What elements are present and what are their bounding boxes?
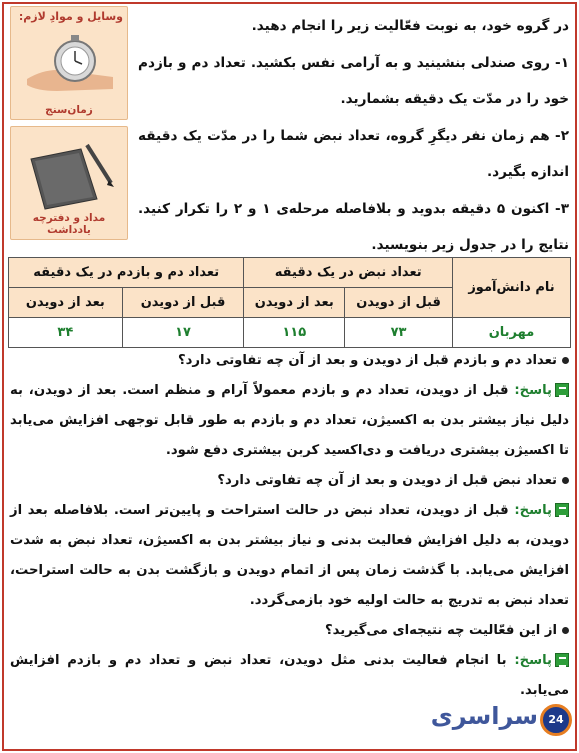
results-table	[8, 257, 571, 348]
header-student: نام دانش‌آموز	[453, 258, 571, 318]
answer-1: پاسخ: قبل از دویدن، تعداد دم و بازدم معمولاً آرام و منظم است. بعد از دویدن، به دلیل نیاز بیشتر بدن به اکسیژن، تعداد دم و بازدم به طور قابل توجهی افزایش می‌یابد تا اکسیژن بیشتری دریافت و دی‌اکسید کربن بیشتری دفع شود.	[10, 383, 569, 458]
watermark-text: سراسری	[430, 702, 538, 730]
watermark-logo	[430, 698, 572, 746]
cell-pulse-after: ۱۱۵	[244, 318, 345, 348]
question-1: تعداد دم و بازدم قبل از دویدن و بعد از آن چه تفاوتی دارد؟	[10, 346, 569, 376]
answer-icon	[555, 503, 569, 517]
table-row	[9, 318, 571, 348]
materials-box-timer	[10, 6, 128, 120]
header-breath-before: قبل از دویدن	[122, 288, 244, 318]
header-pulse-after: بعد از دویدن	[244, 288, 345, 318]
notebook-caption: مداد و دفترچه یادداشت	[32, 212, 106, 236]
qa-section	[10, 346, 569, 706]
activity-instructions	[138, 8, 569, 264]
watermark-badge: 24	[540, 704, 572, 736]
bullet-icon	[562, 627, 569, 634]
answer-2: پاسخ: قبل از دویدن، تعداد نبض در حالت استراحت و پایین‌تر است. بلافاصله بعد از دویدن، به دلیل افزایش فعالیت بدنی و نیاز بیشتر بدن به اکسیژن، تعداد نبض به شدت افزایش می‌یابد. با گذشت زمان پس از اتمام دویدن و بازگشت بدن به حالت استراحت، تعداد نبض به تدریج به حالت اولیه خود بازمی‌گردد.	[10, 503, 569, 608]
step-1: ۱- روی صندلی بنشینید و به آرامی نفس بکشید. تعداد دم و بازدم خود را در مدّت یک دقیقه بشمارید.	[138, 54, 569, 107]
header-breath: تعداد دم و بازدم در یک دقیقه	[9, 258, 244, 288]
materials-title: وسایل و موادِ لازم:	[18, 10, 123, 23]
materials-sidebar	[10, 6, 128, 246]
bullet-icon	[562, 357, 569, 364]
answer-3: پاسخ: با انجام فعالیت بدنی مثل دویدن، تعداد نبض و تعداد دم و بازدم افزایش می‌یابد.	[10, 653, 569, 698]
stopwatch-icon	[17, 27, 123, 97]
materials-box-notebook	[10, 126, 128, 240]
step-2: ۲- هم زمان نفر دیگرِ گروه، تعداد نبض شما را در مدّت یک دقیقه اندازه بگیرد.	[138, 127, 569, 180]
header-pulse: تعداد نبض در یک دقیقه	[244, 258, 453, 288]
notebook-pencil-icon	[17, 135, 123, 215]
step-3: ۳- اکنون ۵ دقیقه بدوید و بلافاصله مرحله‌ی ۱ و ۲ را تکرار کنید. نتایج را در جدول زیر بنویسید.	[138, 200, 569, 253]
header-pulse-before: قبل از دویدن	[345, 288, 453, 318]
cell-student-name: مهربان	[453, 318, 571, 348]
bullet-icon	[562, 477, 569, 484]
answer-icon	[555, 653, 569, 667]
cell-pulse-before: ۷۳	[345, 318, 453, 348]
timer-caption: زمان‌سنج	[45, 104, 93, 116]
question-2: تعداد نبض قبل از دویدن و بعد از آن چه تفاوتی دارد؟	[10, 466, 569, 496]
cell-breath-after: ۳۴	[9, 318, 123, 348]
question-3: از این فعّالیت چه نتیجه‌ای می‌گیرید؟	[10, 616, 569, 646]
answer-icon	[555, 383, 569, 397]
cell-breath-before: ۱۷	[122, 318, 244, 348]
intro-line: در گروه خود، به نوبت فعّالیت زیر را انجام دهید.	[251, 18, 569, 34]
header-breath-after: بعد از دویدن	[9, 288, 123, 318]
